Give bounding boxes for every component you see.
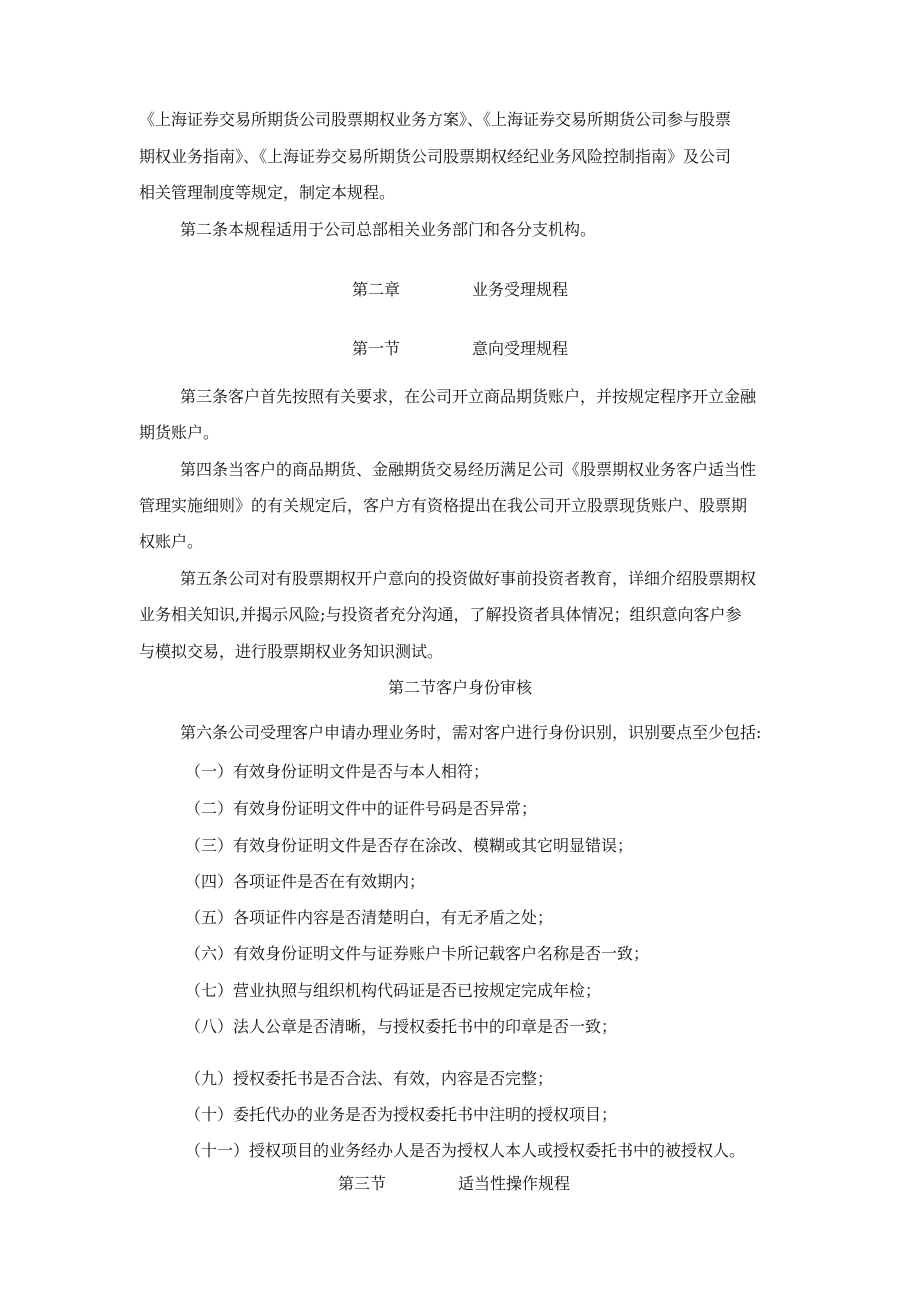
- list-item-4: （四）各项证件是否在有效期内；: [185, 872, 426, 891]
- article-5-line-1: 第五条公司对有股票期权开户意向的投资做好事前投资者教育，详细介绍股票期权: [180, 569, 757, 588]
- article-5-line-2: 业务相关知识,并揭示风险;与投资者充分沟通，了解投资者具体情况；组织意向客户参: [139, 605, 742, 624]
- list-item-3: （三）有效身份证明文件是否存在涂改、模糊或其它明显错误；: [185, 836, 634, 855]
- article-2: 第二条本规程适用于公司总部相关业务部门和各分支机构。: [180, 220, 597, 239]
- article-4-line-3: 权账户。: [139, 532, 204, 551]
- list-item-5: （五）各项证件内容是否清楚明白，有无矛盾之处；: [185, 908, 554, 927]
- article-4-line-2: 管理实施细则》的有关规定后，客户方有资格提出在我公司开立股票现货账户、股票期: [139, 496, 748, 515]
- chapter-2-heading: [0, 280, 920, 300]
- list-item-6: （六）有效身份证明文件与证券账户卡所记载客户名称是否一致；: [185, 944, 650, 963]
- list-item-1: （一）有效身份证明文件是否与本人相符；: [185, 762, 490, 781]
- list-item-2: （二）有效身份证明文件中的证件号码是否异常；: [185, 799, 538, 818]
- article-6: 第六条公司受理客户申请办理业务时，需对客户进行身份识别，识别要点至少包括:: [180, 723, 762, 742]
- chapter-2-number: 第二章: [351, 280, 400, 299]
- article-3-line-1: 第三条客户首先按照有关要求，在公司开立商品期货账户，并按规定程序开立金融: [180, 387, 757, 406]
- section-1-number: 第一节: [351, 339, 400, 358]
- article-3-line-2: 期货账户。: [139, 423, 220, 442]
- section-3-heading: [0, 1174, 920, 1194]
- list-item-11: （十一）授权项目的业务经办人是否为授权人本人或授权委托书中的被授权人。: [185, 1141, 746, 1160]
- list-item-8: （八）法人公章是否清晰，与授权委托书中的印章是否一致；: [185, 1017, 618, 1036]
- section-2-heading: 第二节客户身份审核: [387, 678, 532, 697]
- section-1-heading: [0, 339, 920, 359]
- intro-line-1: 《上海证券交易所期货公司股票期权业务方案》、《上海证券交易所期货公司参与股票: [139, 110, 732, 129]
- list-item-9: （九）授权委托书是否合法、有效，内容是否完整；: [185, 1069, 554, 1088]
- section-3-title: 适当性操作规程: [458, 1174, 571, 1193]
- intro-line-3: 相关管理制度等规定，制定本规程。: [139, 183, 396, 202]
- list-item-10: （十）委托代办的业务是否为授权委托书中注明的授权项目；: [185, 1105, 618, 1124]
- article-4-line-1: 第四条当客户的商品期货、金融期货交易经历满足公司《股票期权业务客户适当性: [180, 460, 757, 479]
- list-item-7: （七）营业执照与组织机构代码证是否已按规定完成年检；: [185, 981, 602, 1000]
- section-3-number: 第三节: [337, 1174, 386, 1193]
- chapter-2-title: 业务受理规程: [472, 280, 569, 299]
- article-5-line-3: 与模拟交易，进行股票期权业务知识测试。: [139, 642, 444, 661]
- section-1-title: 意向受理规程: [472, 339, 569, 358]
- intro-line-2: 期权业务指南》、《上海证券交易所期货公司股票期权经纪业务风险控制指南》及公司: [139, 147, 732, 166]
